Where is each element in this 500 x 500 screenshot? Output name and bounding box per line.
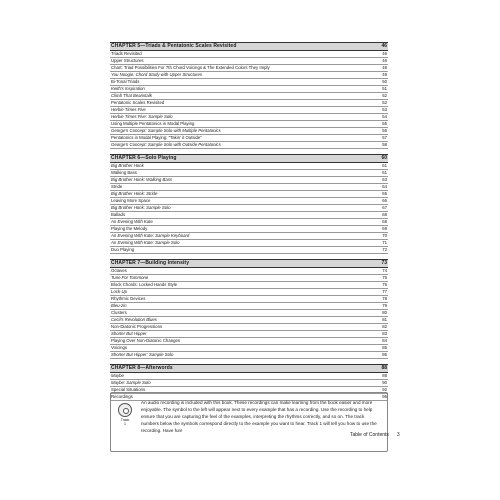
toc-entry[interactable] <box>110 373 388 380</box>
entry-title: Duo Playing <box>111 247 135 252</box>
toc-entry[interactable] <box>110 233 388 240</box>
entry-title: Octaves <box>111 268 127 273</box>
toc-entry[interactable] <box>110 338 388 345</box>
toc-entry[interactable] <box>110 121 388 128</box>
chapter-section <box>110 154 388 254</box>
entry-title: Big Brother Honk: Stride <box>111 191 158 196</box>
entry-title: Ballads <box>111 212 126 217</box>
entry-page: 90 <box>382 380 387 385</box>
toc-entry[interactable] <box>110 226 388 233</box>
toc-entry[interactable] <box>110 100 388 107</box>
toc-entry[interactable] <box>110 219 388 226</box>
entry-page: 65 <box>382 191 387 196</box>
entry-page: 55 <box>382 121 387 126</box>
entry-page: 85 <box>382 345 387 350</box>
entry-title: Maybe: Sample Solo <box>111 380 151 385</box>
toc-entry[interactable] <box>110 380 388 387</box>
entry-title: Walking Bass <box>111 170 137 175</box>
footer-label: Table of Contents <box>350 432 389 438</box>
cd-symbol <box>111 393 139 451</box>
entry-title: Non-Diatonic Progressions <box>111 324 163 329</box>
chapter-page: 88 <box>381 365 387 371</box>
toc-entry[interactable] <box>110 268 388 275</box>
entry-title: Pentatonics in Modal Playing: "Takin' it Outside" <box>111 135 202 140</box>
entry-title: You Noogie: Chord Study with Upper Structures <box>111 72 202 77</box>
toc-entry[interactable] <box>110 247 388 254</box>
toc-entry[interactable] <box>110 114 388 121</box>
entry-title: Maybe <box>111 373 124 378</box>
entry-page: 58 <box>382 142 387 147</box>
entry-page: 84 <box>382 338 387 343</box>
entry-title: Leaving More Space <box>111 198 151 203</box>
entry-page: 51 <box>382 86 387 91</box>
toc-entry[interactable] <box>110 93 388 100</box>
entry-title: Special Situations <box>111 387 146 392</box>
chapter-section <box>110 259 388 359</box>
entry-page: 66 <box>382 198 387 203</box>
chapter-title: CHAPTER 5—Triads & Pentatonic Scales Revisited <box>111 43 237 49</box>
toc-entry[interactable] <box>110 51 388 58</box>
entry-page: 56 <box>382 128 387 133</box>
toc-entry[interactable] <box>110 177 388 184</box>
entry-page: 78 <box>382 296 387 301</box>
entry-title: Keith's Inspiration <box>111 86 145 91</box>
entry-page: 68 <box>382 212 387 217</box>
toc-entry[interactable] <box>110 296 388 303</box>
toc-entry[interactable] <box>110 345 388 352</box>
entry-page: 81 <box>382 317 387 322</box>
toc-entry[interactable] <box>110 65 388 72</box>
entry-page: 53 <box>382 107 387 112</box>
entry-page: 95 <box>382 394 387 399</box>
entry-title: Lock-Up <box>111 289 128 294</box>
entry-title: Playing Over Non-Diatonic Changes <box>111 338 181 343</box>
entry-title: Chart: Triad Possibilities For 7th Chord Voicings & The Extended Colors They Imply <box>111 65 270 70</box>
toc-entry[interactable] <box>110 352 388 359</box>
entry-title: Herbie Times Five: Sample Solo <box>111 114 173 119</box>
toc-entry[interactable] <box>110 58 388 65</box>
entry-page: 68 <box>382 219 387 224</box>
entry-page: 82 <box>382 324 387 329</box>
toc-entry[interactable] <box>110 331 388 338</box>
page-number: 3 <box>396 432 400 438</box>
entry-title: Big Brother Honk: Sample Solo <box>111 205 171 210</box>
entry-page: 52 <box>382 100 387 105</box>
entry-page: 79 <box>382 303 387 308</box>
entry-title: Pentatonic Scales Revisited <box>111 100 165 105</box>
entry-page: 57 <box>382 135 387 140</box>
toc-entry[interactable] <box>110 72 388 79</box>
toc-entry[interactable] <box>110 303 388 310</box>
entry-title: Bleu-zin <box>111 303 127 308</box>
toc-entry[interactable] <box>110 107 388 114</box>
entry-title: Cecil's Revolution Blues <box>111 317 157 322</box>
cd-icon <box>118 403 132 417</box>
entry-title: Triads Revisited <box>111 51 142 56</box>
chapter-section <box>110 42 388 149</box>
toc-entry[interactable] <box>110 317 388 324</box>
toc-entry[interactable] <box>110 191 388 198</box>
chapter-heading <box>110 154 388 163</box>
track-label <box>121 418 130 426</box>
entry-page: 76 <box>382 282 387 287</box>
entry-page: 67 <box>382 205 387 210</box>
entry-title: Bi-Tonal Triads <box>111 79 140 84</box>
entry-page: 75 <box>382 275 387 280</box>
chapter-heading <box>110 364 388 373</box>
toc-entry[interactable] <box>110 170 388 177</box>
track-word: Track <box>120 418 130 422</box>
entry-page: 71 <box>382 240 387 245</box>
chapter-title: CHAPTER 8—Afterwords <box>111 365 173 371</box>
entry-title: An Evening With Kate <box>111 219 153 224</box>
chapter-page: 46 <box>381 43 387 49</box>
entry-page: 54 <box>382 114 387 119</box>
entry-title: Clusters <box>111 310 127 315</box>
toc-entry[interactable] <box>110 79 388 86</box>
toc-entry[interactable] <box>110 275 388 282</box>
toc-entry[interactable] <box>110 198 388 205</box>
toc-entry[interactable] <box>110 205 388 212</box>
toc-entry[interactable] <box>110 240 388 247</box>
entry-page: 69 <box>382 226 387 231</box>
page-footer <box>350 432 400 438</box>
chapter-heading <box>110 259 388 268</box>
entry-title: An Evening With Kate: Sample Keyboard <box>111 233 190 238</box>
toc-entry[interactable] <box>110 163 388 170</box>
entry-page: 72 <box>382 247 387 252</box>
entry-title: Big Brother Honk <box>111 163 144 168</box>
toc-list <box>110 42 388 401</box>
toc-entry[interactable] <box>110 324 388 331</box>
entry-title: Block Chords: Locked Hands Style <box>111 282 178 287</box>
table-of-contents <box>110 42 388 462</box>
entry-page: 70 <box>382 233 387 238</box>
chapter-page: 73 <box>381 260 387 266</box>
entry-page: 61 <box>382 163 387 168</box>
track-number: 1 <box>124 422 126 426</box>
entry-page: 46 <box>382 58 387 63</box>
entry-title: George's Concept: Sample Solo with Outside Pentatonics <box>111 142 221 147</box>
entry-title: Climb That Beanstalk <box>111 93 152 98</box>
entry-title: Voicings <box>111 345 128 350</box>
chapter-page: 60 <box>381 155 387 161</box>
entry-page: 74 <box>382 268 387 273</box>
toc-entry[interactable] <box>110 135 388 142</box>
entry-title: Shorter But Hipper <box>111 331 147 336</box>
entry-title: Upper Structures <box>111 58 144 63</box>
entry-title: George's Concept: Sample Solo with Multiple Pentatonics <box>111 128 221 133</box>
entry-title: Playing the Melody <box>111 226 148 231</box>
entry-page: 48 <box>382 65 387 70</box>
entry-page: 46 <box>382 51 387 56</box>
entry-page: 50 <box>382 79 387 84</box>
entry-page: 64 <box>382 184 387 189</box>
entry-page: 63 <box>382 177 387 182</box>
entry-title: Recordings <box>111 394 133 399</box>
chapter-heading <box>110 42 388 51</box>
toc-entry[interactable] <box>110 212 388 219</box>
entry-title: Tune For Tommone <box>111 275 149 280</box>
entry-page: 83 <box>382 331 387 336</box>
chapter-title: CHAPTER 7—Building Intensity <box>111 260 190 266</box>
entry-page: 49 <box>382 72 387 77</box>
chapter-title: CHAPTER 6—Solo Playing <box>111 155 177 161</box>
audio-note-box <box>110 392 388 452</box>
toc-entry[interactable] <box>110 310 388 317</box>
entry-page: 61 <box>382 170 387 175</box>
entry-page: 52 <box>382 93 387 98</box>
entry-title: Rhythmic Devices <box>111 296 146 301</box>
entry-page: 77 <box>382 289 387 294</box>
entry-title: Using Multiple Pentatonics in Modal Playing <box>111 121 195 126</box>
toc-entry[interactable] <box>110 282 388 289</box>
toc-entry[interactable] <box>110 289 388 296</box>
entry-title: Shorter But Hipper: Sample Solo <box>111 352 174 357</box>
entry-page: 86 <box>382 352 387 357</box>
entry-title: Big Brother Honk: Walking Bass <box>111 177 173 182</box>
entry-title: Stride <box>111 184 123 189</box>
entry-page: 92 <box>382 387 387 392</box>
entry-title: An Evening With Kate: Sample Solo <box>111 240 180 245</box>
entry-page: 88 <box>382 373 387 378</box>
toc-entry[interactable] <box>110 86 388 93</box>
toc-entry[interactable] <box>110 128 388 135</box>
toc-entry[interactable] <box>110 184 388 191</box>
entry-title: Herbie Times Five <box>111 107 146 112</box>
toc-entry[interactable] <box>110 142 388 149</box>
entry-page: 80 <box>382 310 387 315</box>
audio-note-text: An audio recording is included with this book. These recordings can make learning from the book easier and more enjoyable. The symbol to the left will appear next to every example that has a recording. Use the recording to help ensure that you are capturing the feel of the examples, interpreting the rhythms correctly, and so on. The track numbers below the symbols correspond directly to the example you want to hear. Track 1 will tell you how to use the recording. Have fun! <box>141 400 377 433</box>
